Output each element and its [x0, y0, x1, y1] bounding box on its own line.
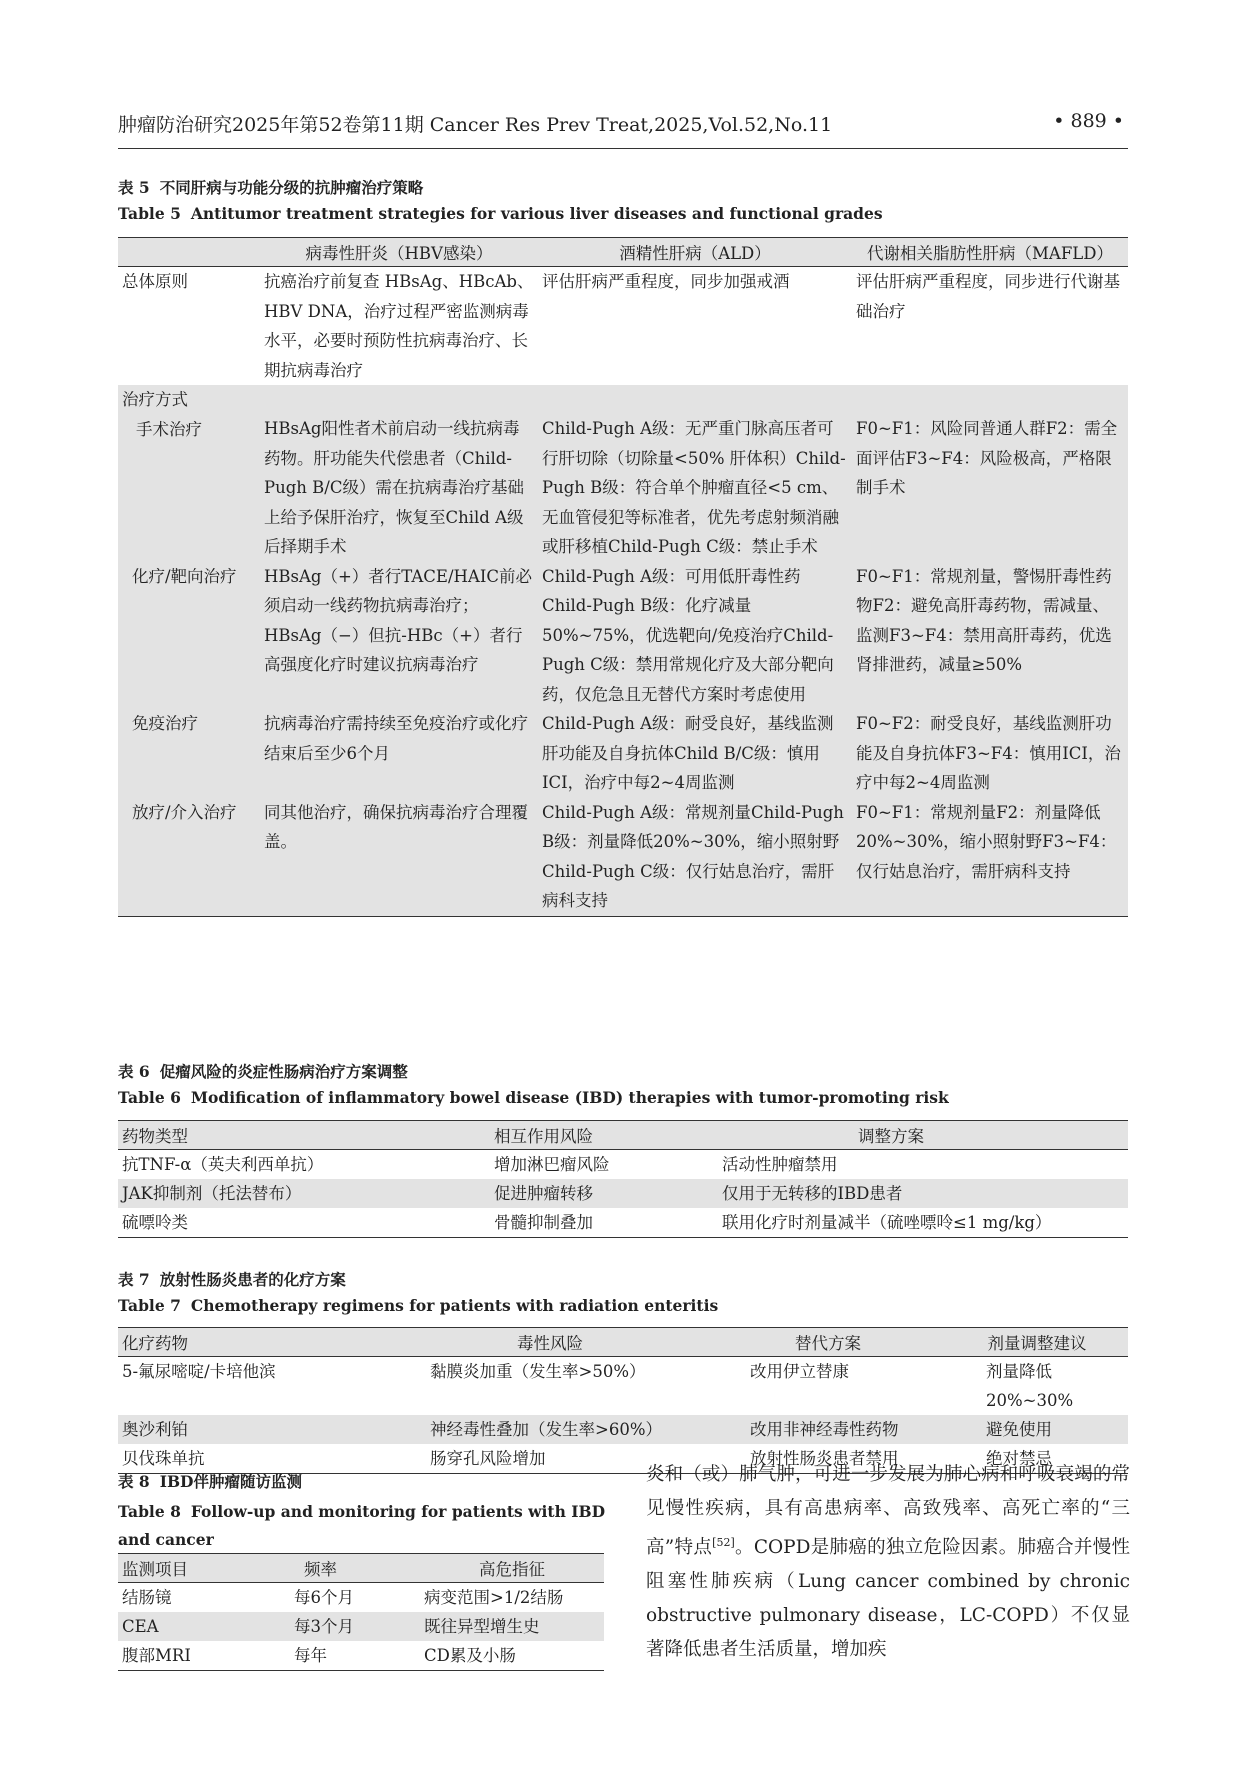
table-row: [118, 1641, 604, 1671]
indicator-cell: CD累及小肠: [420, 1641, 604, 1671]
table5-caption-cn: [118, 176, 423, 198]
table8-header-frequency: 频率: [290, 1554, 420, 1583]
journal-citation: 肿瘤防治研究2025年第52卷第11期 Cancer Res Prev Treat,2025,Vol.52,No.11: [118, 114, 833, 136]
mafld-cell: F0~F1：常规剂量，警惕肝毒性药物F2：避免高肝毒药物，需减量、监测F3~F4：禁用高肝毒药，优选肾排泄药，减量≥50%: [852, 562, 1128, 710]
table-row: [118, 1415, 1128, 1444]
drug-cell: 5-氟尿嘧啶/卡培他滨: [122, 1362, 276, 1381]
dose-cell: 剂量降低20%~30%: [986, 1362, 1074, 1410]
table6-caption-en: [118, 1088, 949, 1107]
table6-number-cn: 表 6: [118, 1062, 150, 1081]
toxicity-cell: 神经毒性叠加（发生率>60%）: [390, 1415, 710, 1444]
alternative-cell: 改用非神经毒性药物: [710, 1415, 946, 1444]
table8-header-row: [118, 1554, 604, 1583]
row-sublabel: 化疗/靶向治疗: [118, 562, 260, 710]
hbv-cell: 抗癌治疗前复查 HBsAg、HBcAb、HBV DNA，治疗过程严密监测病毒水平，必要时预防性抗病毒治疗、长期抗病毒治疗: [264, 272, 534, 380]
table5-caption-en: [118, 204, 883, 223]
plan-cell: 活动性肿瘤禁用: [722, 1155, 838, 1174]
table7-header-toxicity: 毒性风险: [390, 1328, 710, 1357]
table5-header-hbv: 病毒性肝炎（HBV感染）: [260, 238, 538, 267]
table6-number-en: Table 6: [118, 1088, 181, 1107]
row-sublabel: 手术治疗: [136, 419, 202, 439]
table-row: [118, 1179, 1128, 1208]
alternative-cell: 改用伊立替康: [750, 1362, 849, 1381]
table7-number-en: Table 7: [118, 1296, 181, 1315]
drug-cell: JAK抑制剂（托法替布）: [118, 1179, 490, 1208]
drug-cell: 硫嘌呤类: [118, 1208, 490, 1238]
table5-title-cn: 不同肝病与功能分级的抗肿瘤治疗策略: [159, 178, 424, 197]
drug-cell: 抗TNF-α（英夫利西单抗）: [122, 1155, 324, 1174]
table7-header-row: [118, 1328, 1128, 1357]
dose-cell: 避免使用: [946, 1415, 1128, 1444]
table7: [118, 1327, 1128, 1474]
row-label: 总体原则: [122, 272, 188, 291]
table8-header-indicator: 高危指征: [420, 1554, 604, 1583]
table8-caption-en: [118, 1498, 608, 1554]
table-row: [118, 385, 1128, 562]
frequency-cell: 每6个月: [294, 1588, 354, 1607]
running-header: [118, 108, 1128, 149]
table5-header-empty: [118, 238, 260, 267]
table-row: [118, 798, 1128, 917]
table7-title-cn: 放射性肠炎患者的化疗方案: [159, 1270, 346, 1289]
table6-caption-cn: [118, 1060, 408, 1082]
row-sublabel: 放疗/介入治疗: [118, 798, 260, 917]
table5: [118, 237, 1128, 917]
table5-header-row: [118, 238, 1128, 267]
toxicity-cell: 肠穿孔风险增加: [390, 1444, 710, 1474]
indicator-cell: 既往异型增生史: [420, 1612, 604, 1641]
table6-title-en: Modification of inflammatory bowel disease (IBD) therapies with tumor-promoting risk: [190, 1088, 949, 1107]
hbv-cell: 同其他治疗，确保抗病毒治疗合理覆盖。: [260, 798, 538, 917]
paragraph-text: [646, 1458, 1130, 1667]
toxicity-cell: 黏膜炎加重（发生率>50%）: [430, 1362, 646, 1381]
table7-caption-cn: [118, 1268, 346, 1290]
table8-title-en: Follow-up and monitoring for patients with IBD and cancer: [118, 1502, 606, 1549]
table-row: [118, 562, 1128, 710]
mafld-cell: 评估肝病严重程度，同步进行代谢基础治疗: [856, 272, 1120, 321]
table8-number-en: Table 8: [118, 1502, 181, 1521]
mafld-cell: F0~F1：常规剂量F2：剂量降低20%~30%，缩小照射野F3~F4：仅行姑息治疗，需肝病科支持: [852, 798, 1128, 917]
table6-header-plan: 调整方案: [718, 1121, 1128, 1150]
table7-header-dose: 剂量调整建议: [946, 1328, 1128, 1357]
mafld-cell: F0~F1：风险同普通人群F2：需全面评估F3~F4：风险极高，严格限制手术: [852, 385, 1128, 562]
table8-number-cn: 表 8: [118, 1472, 150, 1491]
table-row: [118, 1583, 604, 1613]
table5-number-cn: 表 5: [118, 178, 150, 197]
alternative-cell: 放射性肠炎患者禁用: [710, 1444, 946, 1474]
drug-cell: 贝伐珠单抗: [118, 1444, 390, 1474]
table-row: [118, 1150, 1128, 1180]
table-row: [118, 1612, 604, 1641]
group-label: 治疗方式: [122, 390, 188, 409]
risk-cell: 增加淋巴瘤风险: [494, 1155, 610, 1174]
table5-number-en: Table 5: [118, 204, 181, 223]
table5-header-mafld: 代谢相关脂肪性肝病（MAFLD）: [852, 238, 1128, 267]
item-cell: CEA: [118, 1612, 290, 1641]
plan-cell: 仅用于无转移的IBD患者: [718, 1179, 1128, 1208]
table8-caption-cn: [118, 1470, 302, 1492]
mafld-cell: F0~F2：耐受良好，基线监测肝功能及自身抗体F3~F4：慎用ICI，治疗中每2~4周监测: [852, 709, 1128, 798]
table6-title-cn: 促瘤风险的炎症性肠病治疗方案调整: [159, 1062, 408, 1081]
table6-header-drug: 药物类型: [118, 1121, 490, 1150]
hbv-cell: HBsAg阳性者术前启动一线抗病毒药物。肝功能失代偿患者（Child-Pugh B/C级）需在抗病毒治疗基础上给予保肝治疗，恢复至Child A级后择期手术: [260, 385, 538, 562]
frequency-cell: 每年: [290, 1641, 420, 1671]
table6: [118, 1120, 1128, 1238]
row-label: [118, 385, 260, 562]
table8: [118, 1553, 604, 1671]
hbv-cell: HBsAg（+）者行TACE/HAIC前必须启动一线药物抗病毒治疗；HBsAg（−）但抗-HBc（+）者行高强度化疗时建议抗病毒治疗: [260, 562, 538, 710]
table5-header-ald: 酒精性肝病（ALD）: [538, 238, 852, 267]
table7-caption-en: [118, 1296, 718, 1315]
drug-cell: 奥沙利铂: [118, 1415, 390, 1444]
body-paragraph: [646, 1458, 1130, 1667]
table7-title-en: Chemotherapy regimens for patients with radiation enteritis: [190, 1296, 719, 1315]
ald-cell: Child-Pugh A级：耐受良好，基线监测肝功能及自身抗体Child B/C级：慎用ICI，治疗中每2~4周监测: [538, 709, 852, 798]
table7-number-cn: 表 7: [118, 1270, 150, 1289]
table8-title-cn: IBD伴肿瘤随访监测: [159, 1472, 302, 1491]
item-cell: 结肠镜: [122, 1588, 172, 1607]
ald-cell: Child-Pugh A级：无严重门脉高压者可行肝切除（切除量<50% 肝体积）Child-Pugh B级：符合单个肿瘤直径<5 cm、无血管侵犯等标准者，优先考虑射频消融或肝移植Child-Pugh C级：禁止手术: [538, 385, 852, 562]
page-number: • 889 •: [1053, 110, 1124, 132]
hbv-cell: 抗病毒治疗需持续至免疫治疗或化疗结束后至少6个月: [260, 709, 538, 798]
table-row: [118, 1208, 1128, 1238]
paragraph-part-1: 炎和（或）肺气肿，可进一步发展为肺心病和呼吸衰竭的常见慢性疾病，具有高患病率、高致残率、高死亡率的“三高”特点: [646, 1464, 1130, 1559]
frequency-cell: 每3个月: [290, 1612, 420, 1641]
table6-header-risk: 相互作用风险: [490, 1121, 718, 1150]
table-row: [118, 709, 1128, 798]
plan-cell: 联用化疗时剂量减半（硫唑嘌呤≤1 mg/kg）: [718, 1208, 1128, 1238]
dose-cell: 绝对禁忌: [946, 1444, 1128, 1474]
risk-cell: 促进肿瘤转移: [490, 1179, 718, 1208]
table-row: [118, 267, 1128, 386]
table7-header-alternative: 替代方案: [710, 1328, 946, 1357]
ald-cell: Child-Pugh A级：常规剂量Child-Pugh B级：剂量降低20%~30%，缩小照射野Child-Pugh C级：仅行姑息治疗，需肝病科支持: [538, 798, 852, 917]
citation-ref[interactable]: [52]: [712, 1536, 735, 1549]
ald-cell: 评估肝病严重程度，同步加强戒酒: [542, 272, 790, 291]
row-sublabel: 免疫治疗: [118, 709, 260, 798]
indicator-cell: 病变范围>1/2结肠: [424, 1588, 564, 1607]
table8-header-item: 监测项目: [118, 1554, 290, 1583]
table-row: [118, 1357, 1128, 1416]
table5-title-en: Antitumor treatment strategies for various liver diseases and functional grades: [190, 204, 883, 223]
item-cell: 腹部MRI: [118, 1641, 290, 1671]
ald-cell: Child-Pugh A级：可用低肝毒性药Child-Pugh B级：化疗减量50%~75%，优选靶向/免疫治疗Child-Pugh C级：禁用常规化疗及大部分靶向药，仅危急且无替代方案时考虑使用: [538, 562, 852, 710]
table7-header-drug: 化疗药物: [118, 1328, 390, 1357]
paragraph-part-2: 。COPD是肺癌的独立危险因素。肺癌合并慢性阻塞性肺疾病（Lung cancer combined by chronic obstructive pulmonary disease，LC-COPD）不仅显著降低患者生活质量，增加疾: [646, 1537, 1130, 1661]
table6-header-row: [118, 1121, 1128, 1150]
risk-cell: 骨髓抑制叠加: [490, 1208, 718, 1238]
